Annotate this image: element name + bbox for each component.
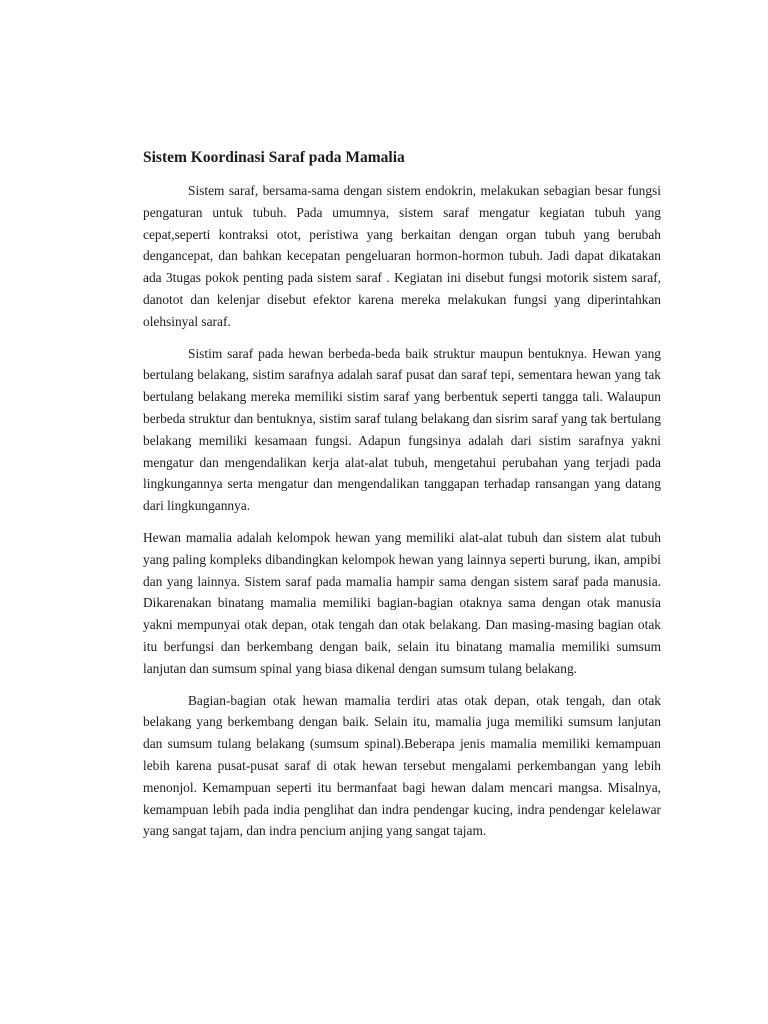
paragraph-3: Hewan mamalia adalah kelompok hewan yang memiliki alat-alat tubuh dan sistem alat tubuh yang paling kompleks dibandingkan kelompok hewan yang lainnya seperti burung, ikan, ampibi dan yang lainnya. Sistem saraf pada mamalia hampir sama dengan sistem saraf pada manusia. Dikarenakan binatang mamalia memiliki bagian-bagian otaknya sama dengan otak manusia yakni mempunyai otak depan, otak tengah dan otak belakang. Dan masing-masing bagian otak itu berfungsi dan berkembang dengan baik, selain itu binatang mamalia memiliki sumsum lanjutan dan sumsum spinal yang biasa dikenal dengan sumsum tulang belakang. (143, 529, 661, 676)
paragraph-4: Bagian-bagian otak hewan mamalia terdiri atas otak depan, otak tengah, dan otak belakang yang berkembang dengan baik. Selain itu, mamalia juga memiliki sumsum lanjutan dan sumsum tulang belakang (sumsum spinal).Beberapa jenis mamalia memiliki kemampuan lebih karena pusat-pusat saraf di otak hewan tersebut mengalami perkembangan yang lebih menonjol. Kemampuan seperti itu bermanfaat bagi hewan dalam mencari mangsa. Misalnya, kemampuan lebih pada india penglihat dan indra pendengar kucing, indra pendengar kelelawar yang sangat tajam, dan indra pencium anjing yang sangat tajam. (143, 692, 661, 839)
document-page (143, 148, 661, 852)
paragraph-2: Sistim saraf pada hewan berbeda-beda baik struktur maupun bentuknya. Hewan yang bertulang belakang, sistim sarafnya adalah saraf pusat dan saraf tepi, sementara hewan yang tak bertulang belakang mereka memiliki sistim saraf yang berbentuk seperti tangga tali. Walaupun berbeda struktur dan bentuknya, sistim saraf tulang belakang dan sisrim saraf yang tak bertulang belakang memiliki kesamaan fungsi. Adapun fungsinya adalah dari sistim sarafnya yakni mengatur dan mengendalikan kerja alat-alat tubuh, mengetahui perubahan yang terjadi pada lingkungannya serta mengatur dan mengendalikan tanggapan terhadap ransangan yang datang dari lingkungannya. (143, 345, 661, 514)
document-title: Sistem Koordinasi Saraf pada Mamalia (143, 149, 405, 166)
paragraph-1: Sistem saraf, bersama-sama dengan sistem endokrin, melakukan sebagian besar fungsi pengaturan untuk tubuh. Pada umumnya, sistem saraf mengatur kegiatan tubuh yang cepat,seperti kontraksi otot, peristiwa yang berkaitan dengan organ tubuh yang berubah dengancepat, dan bahkan kecepatan pengeluaran hormon-hormon tubuh. Jadi dapat dikatakan ada 3tugas pokok penting pada sistem saraf . Kegiatan ini disebut fungsi motorik sistem saraf, danotot dan kelenjar disebut efektor karena mereka melakukan fungsi yang diperintahkan olehsinyal saraf. (143, 183, 661, 329)
